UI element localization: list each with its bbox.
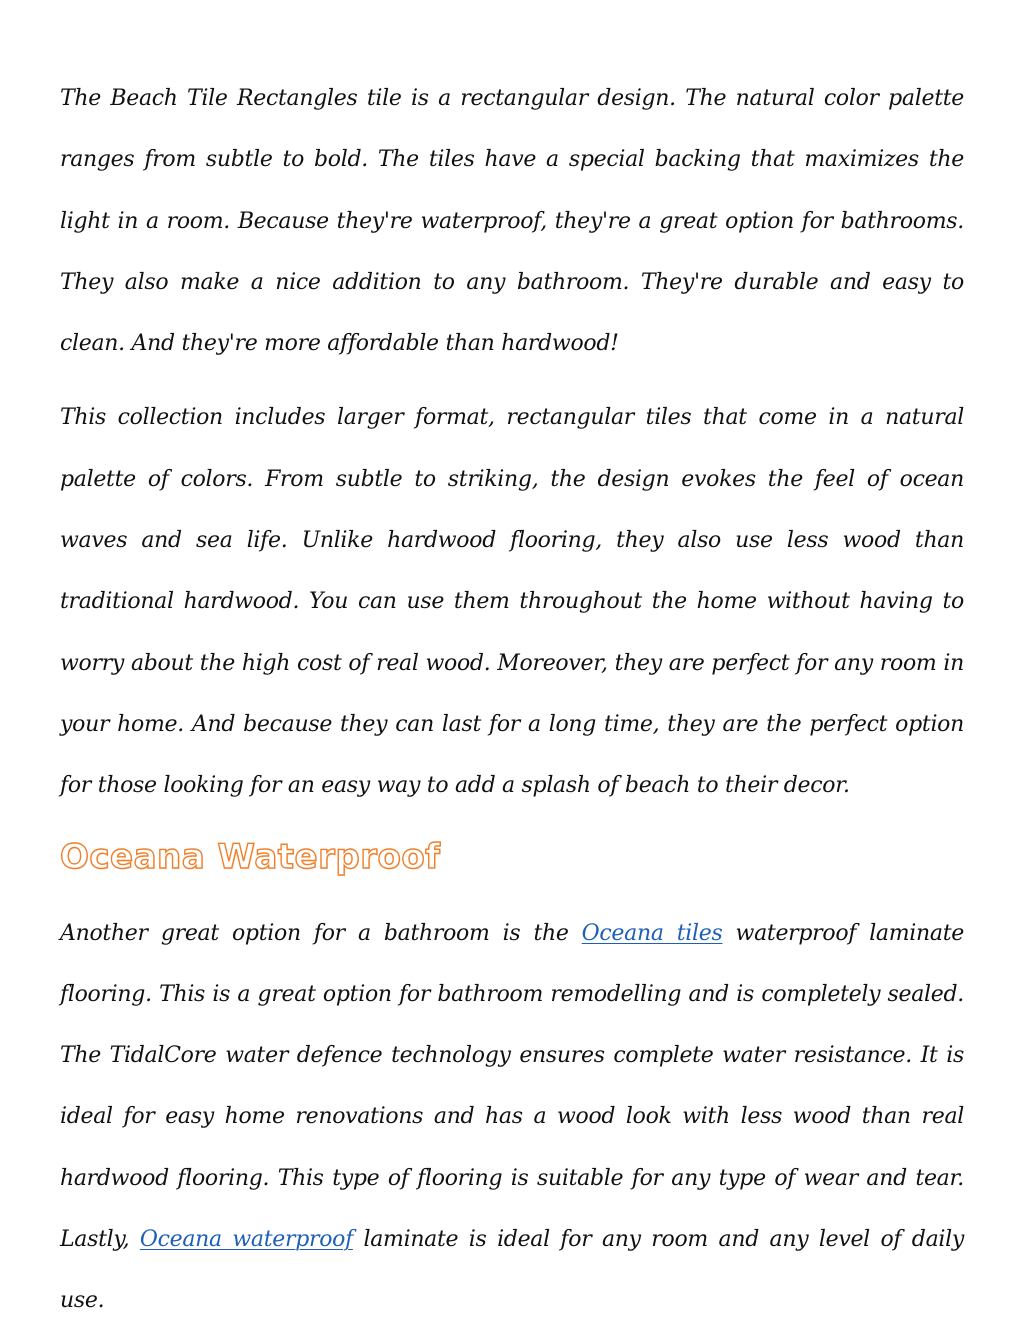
oceana-tiles-link[interactable]: Oceana tiles <box>581 920 723 946</box>
oceana-text-part-2: waterproof laminate flooring. This is a great option for bathroom remodelling and is completely sealed. The TidalCore water defence technology ensures complete water resistance. It is ideal for easy home renovations and has a wood look with less wood than real hardwood flooring. This type of flooring is suitable for any type of wear and tear. Lastly, <box>60 920 964 1253</box>
oceana-text-part-1: Another great option for a bathroom is the <box>60 920 582 946</box>
collection-paragraph: This collection includes larger format, rectangular tiles that come in a natural palette of colors. From subtle to striking, the design evokes the feel of ocean waves and sea life. Unlike hardwood flooring, they also use less wood than traditional hardwood. You can use them throughout the home without having to worry about the high cost of real wood. Moreover, they are perfect for any room in your home. And because they can last for a long time, they are the perfect option for those looking for an easy way to add a splash of beach to their decor. <box>60 405 964 799</box>
oceana-text-part-3: laminate is ideal for any room and any level of daily use. <box>60 1227 964 1314</box>
intro-paragraph: The Beach Tile Rectangles tile is a rectangular design. The natural color palette ranges from subtle to bold. The tiles have a special backing that maximizes the light in a room. Because they're waterproof, they're a great option for bathrooms. They also make a nice addition to any bathroom. They're durable and easy to clean. And they're more affordable than hardwood! <box>60 86 964 357</box>
section-heading: Oceana Waterproof <box>60 836 441 877</box>
document-page <box>60 68 964 1332</box>
oceana-waterproof-link[interactable]: Oceana waterproof <box>139 1227 353 1253</box>
oceana-paragraph <box>60 903 964 1332</box>
